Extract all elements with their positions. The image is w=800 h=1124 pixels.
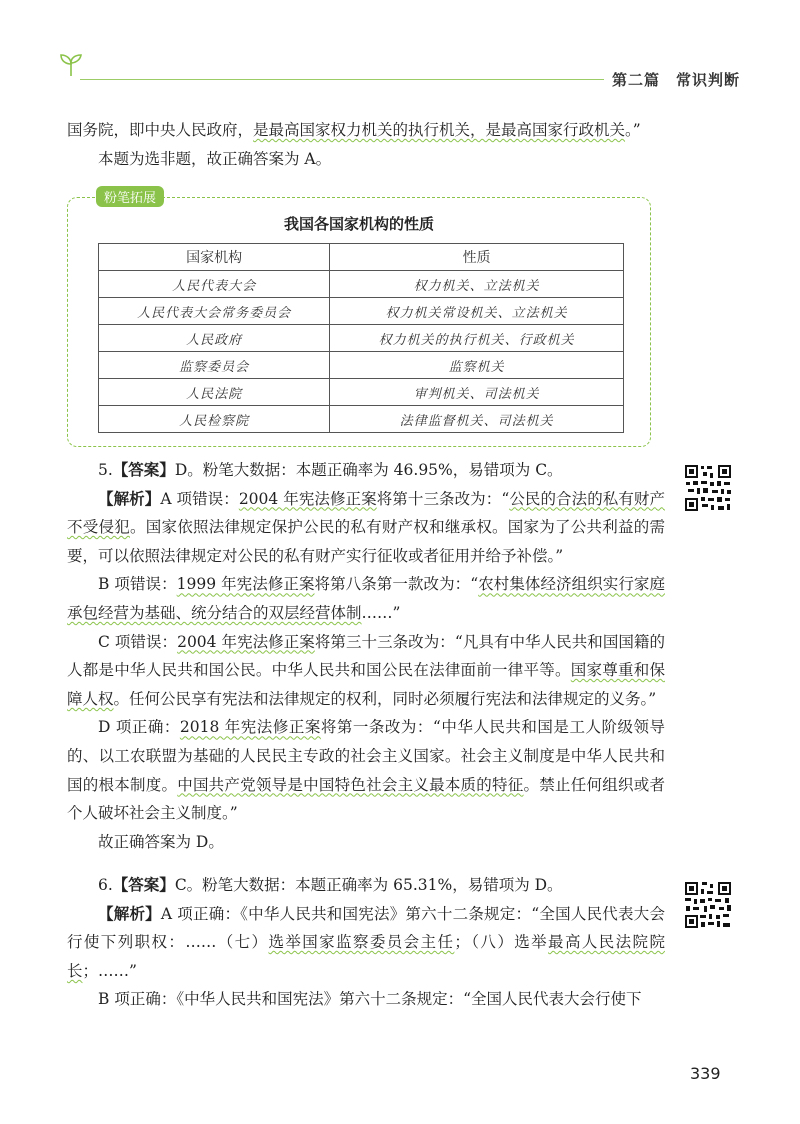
table-cell: 监察委员会 — [99, 352, 330, 379]
table-cell: 人民检察院 — [99, 406, 330, 433]
table-cell: 人民代表大会 — [99, 271, 330, 298]
qr-code-icon[interactable] — [683, 880, 733, 930]
extension-tag: 粉笔拓展 — [96, 186, 164, 207]
table-cell: 权力机关常设机关、立法机关 — [330, 298, 624, 325]
q5-option-c: C 项错误：2004 年宪法修正案将第三十三条改为：“凡具有中华人民共和国国籍的人都是中华人民共和国公民。中华人民共和国公民在法律面前一律平等。国家尊重和保障人权。任何公民享有宪法和法律规定的权利，同时必须履行宪法和法律规定的义务。” — [67, 632, 665, 708]
q5-option-b: B 项错误：1999 年宪法修正案将第八条第一款改为：“农村集体经济组织实行家庭承包经营为基础、统分结合的双层经营体制……” — [67, 575, 665, 622]
q4-conclusion: 本题为选非题，故正确答案为 A。 — [98, 149, 332, 168]
table-title: 我国各国家机构的性质 — [283, 215, 434, 233]
question-5 — [67, 456, 665, 856]
table-cell: 权力机关的执行机关、行政机关 — [330, 325, 624, 352]
header-rule — [80, 79, 604, 80]
table-row — [99, 271, 624, 298]
organ-nature-table — [98, 243, 624, 433]
q6-option-b: B 项正确：《中华人民共和国宪法》第六十二条规定：“全国人民代表大会行使下 — [98, 990, 642, 1009]
table-cell: 权力机关、立法机关 — [330, 271, 624, 298]
page-header — [0, 0, 800, 100]
table-header-cell: 性质 — [330, 244, 624, 271]
table-cell: 人民法院 — [99, 379, 330, 406]
table-cell: 审判机关、司法机关 — [330, 379, 624, 406]
table-row — [99, 352, 624, 379]
table-row — [99, 298, 624, 325]
table-cell: 监察机关 — [330, 352, 624, 379]
table-row — [99, 379, 624, 406]
page-number: 339 — [690, 1064, 721, 1083]
table-cell: 人民政府 — [99, 325, 330, 352]
section-title: 第二篇 常识判断 — [612, 71, 741, 89]
quote-end-line: 国务院，即中央人民政府，是最高国家权力机关的执行机关，是最高国家行政机关。” — [67, 121, 641, 139]
q5-conclusion: 故正确答案为 D。 — [98, 832, 224, 851]
question-6 — [67, 871, 665, 1014]
table-header-cell: 国家机构 — [99, 244, 330, 271]
table-cell: 人民代表大会常务委员会 — [99, 298, 330, 325]
q6-option-a: 【解析】A 项正确：《中华人民共和国宪法》第六十二条规定：“全国人民代表大会行使下列职权：……（七）选举国家监察委员会主任；（八）选举最高人民法院院长；……” — [67, 904, 665, 980]
table-header-row — [99, 244, 624, 271]
q5-option-d: D 项正确：2018 年宪法修正案将第一条改为：“中华人民共和国是工人阶级领导的、以工农联盟为基础的人民民主专政的社会主义国家。社会主义制度是中华人民共和国的根本制度。中国共产党领导是中国特色社会主义最本质的特征。禁止任何组织或者个人破坏社会主义制度。” — [67, 718, 665, 823]
q5-answer: 5.【答案】D。粉笔大数据：本题正确率为 46.95%，易错项为 C。 — [98, 461, 563, 479]
sprout-icon — [58, 52, 84, 78]
q6-answer: 6.【答案】C。粉笔大数据：本题正确率为 65.31%，易错项为 D。 — [98, 876, 563, 894]
table-row — [99, 325, 624, 352]
q5-option-a: 【解析】A 项错误：2004 年宪法修正案将第十三条改为：“公民的合法的私有财产不受侵犯。国家依照法律规定保护公民的私有财产权和继承权。国家为了公共利益的需要，可以依照法律规定对公民的私有财产实行征收或者征用并给予补偿。” — [67, 489, 665, 565]
qr-code-icon[interactable] — [683, 463, 733, 513]
top-paragraph — [67, 116, 665, 173]
table-cell: 法律监督机关、司法机关 — [330, 406, 624, 433]
table-row — [99, 406, 624, 433]
